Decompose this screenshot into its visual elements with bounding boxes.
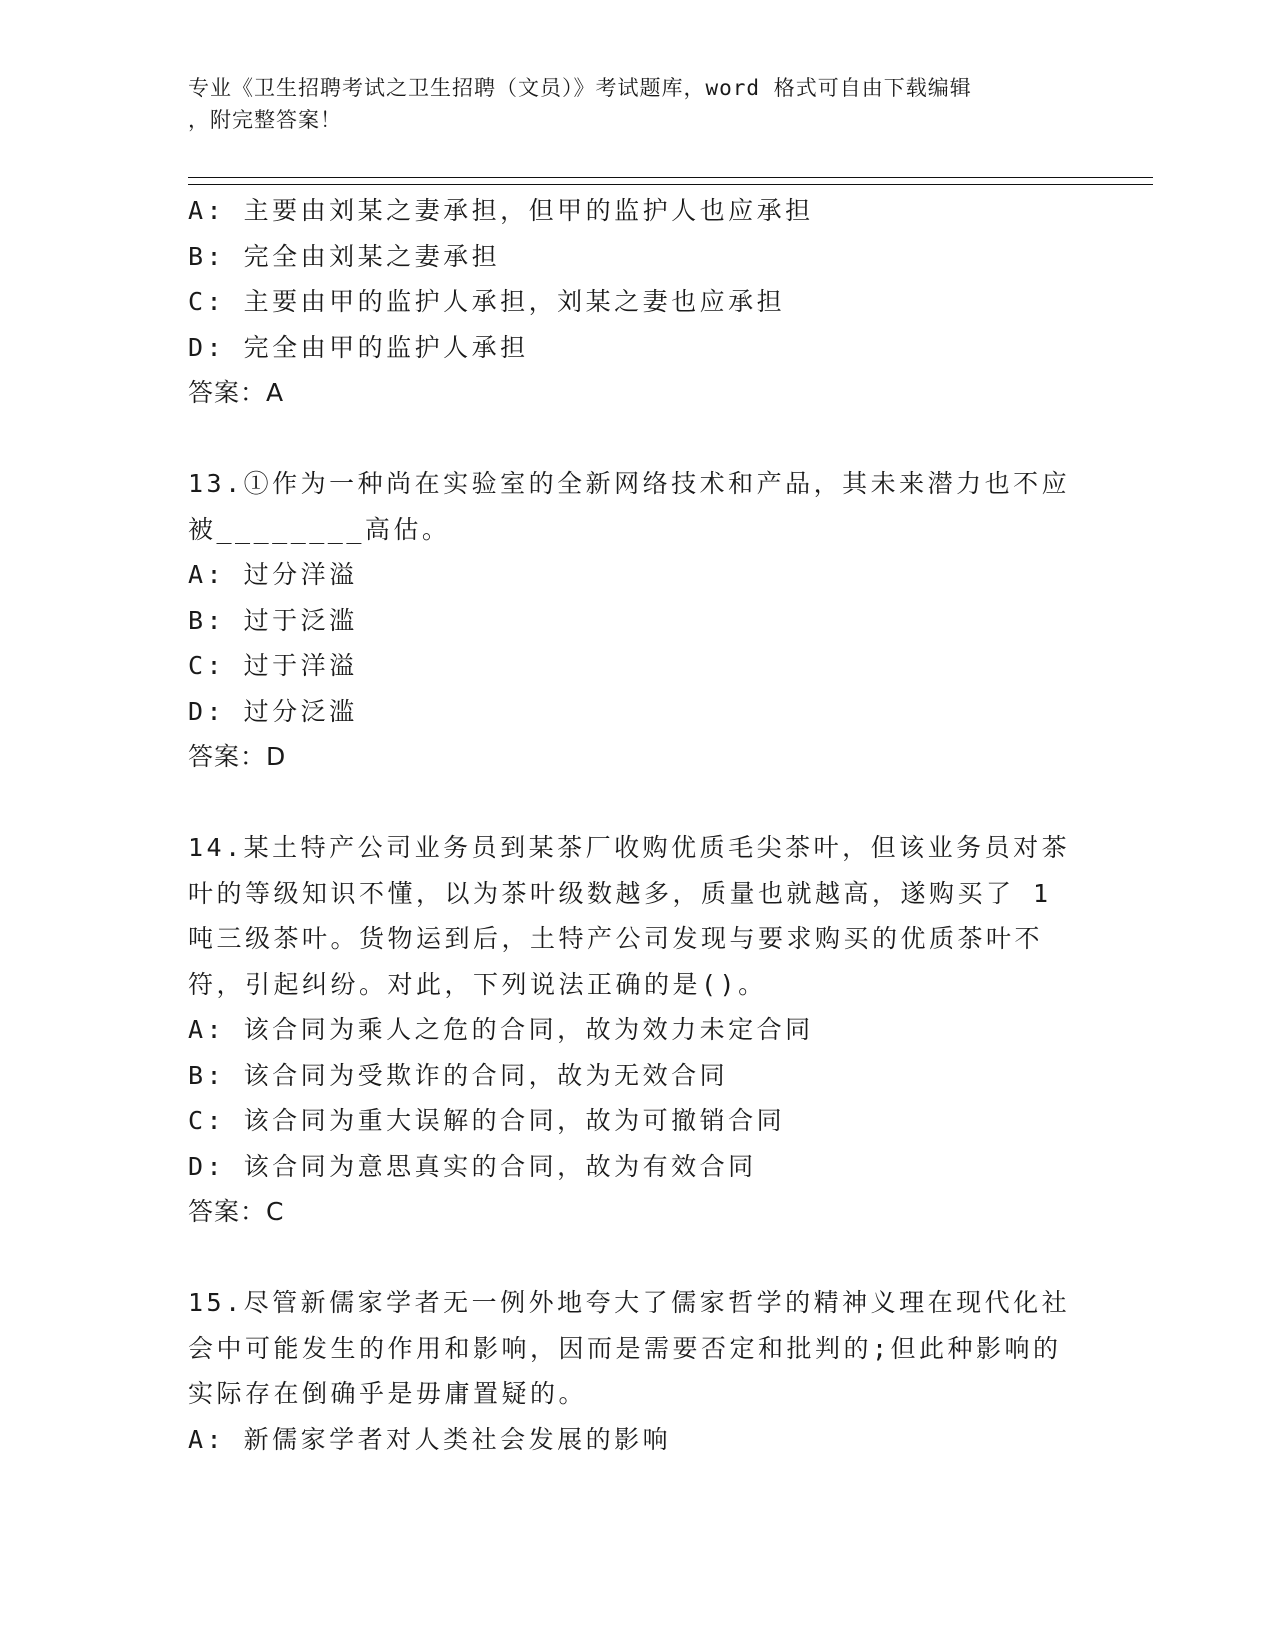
document-header xyxy=(188,72,1068,136)
question-stem-line: 被________高估。 xyxy=(188,514,451,544)
question-stem-line: 吨三级茶叶。货物运到后，土特产公司发现与要求购买的优质茶叶不 xyxy=(188,924,1044,953)
question-13 xyxy=(188,461,1088,780)
option-c: C: 过于洋溢 xyxy=(188,651,358,680)
header-line-2: ，附完整答案！ xyxy=(188,108,342,132)
header-rule-bottom xyxy=(188,184,1153,185)
option-a: A: 新儒家学者对人类社会发展的影响 xyxy=(188,1424,672,1454)
option-a: A: 主要由刘某之妻承担，但甲的监护人也应承担 xyxy=(188,196,814,225)
option-d: D: 完全由甲的监护人承担 xyxy=(188,332,529,362)
option-c: C: 主要由甲的监护人承担，刘某之妻也应承担 xyxy=(188,287,786,316)
option-b: B: 该合同为受欺诈的合同，故为无效合同 xyxy=(188,1060,729,1090)
answer-line: 答案：C xyxy=(188,1197,285,1226)
question-12 xyxy=(188,188,1088,416)
answer-line: 答案：A xyxy=(188,378,285,407)
question-stem-line: 叶的等级知识不懂，以为茶叶级数越多，质量也就越高，遂购买了 1 xyxy=(188,878,1052,908)
question-stem-line: 15.尽管新儒家学者无一例外地夸大了儒家哲学的精神义理在现代化社 xyxy=(188,1288,1071,1317)
question-stem-line: 实际存在倒确乎是毋庸置疑的。 xyxy=(188,1379,588,1408)
option-b: B: 过于泛滥 xyxy=(188,605,358,635)
option-b: B: 完全由刘某之妻承担 xyxy=(188,241,501,271)
question-content xyxy=(188,188,1088,1462)
answer-line: 答案：D xyxy=(188,742,287,771)
question-stem-line: 13.①作为一种尚在实验室的全新网络技术和产品，其未来潜力也不应 xyxy=(188,469,1071,498)
option-c: C: 该合同为重大误解的合同，故为可撤销合同 xyxy=(188,1106,786,1135)
question-stem-line: 14.某土特产公司业务员到某茶厂收购优质毛尖茶叶，但该业务员对茶 xyxy=(188,833,1071,862)
question-stem-line: 会中可能发生的作用和影响，因而是需要否定和批判的;但此种影响的 xyxy=(188,1333,1062,1363)
question-15 xyxy=(188,1280,1088,1462)
spacer xyxy=(188,1235,1088,1281)
option-a: A: 该合同为乘人之危的合同，故为效力未定合同 xyxy=(188,1015,814,1044)
option-d: D: 过分泛滥 xyxy=(188,696,358,726)
question-14 xyxy=(188,825,1088,1235)
question-stem-line: 符，引起纠纷。对此，下列说法正确的是()。 xyxy=(188,969,767,999)
header-line-1: 专业《卫生招聘考试之卫生招聘（文员）》考试题库，word 格式可自由下载编辑 xyxy=(188,76,972,100)
header-rule-top xyxy=(188,177,1153,178)
spacer xyxy=(188,780,1088,826)
option-d: D: 该合同为意思真实的合同，故为有效合同 xyxy=(188,1151,757,1181)
option-a: A: 过分洋溢 xyxy=(188,560,358,589)
spacer xyxy=(188,416,1088,462)
